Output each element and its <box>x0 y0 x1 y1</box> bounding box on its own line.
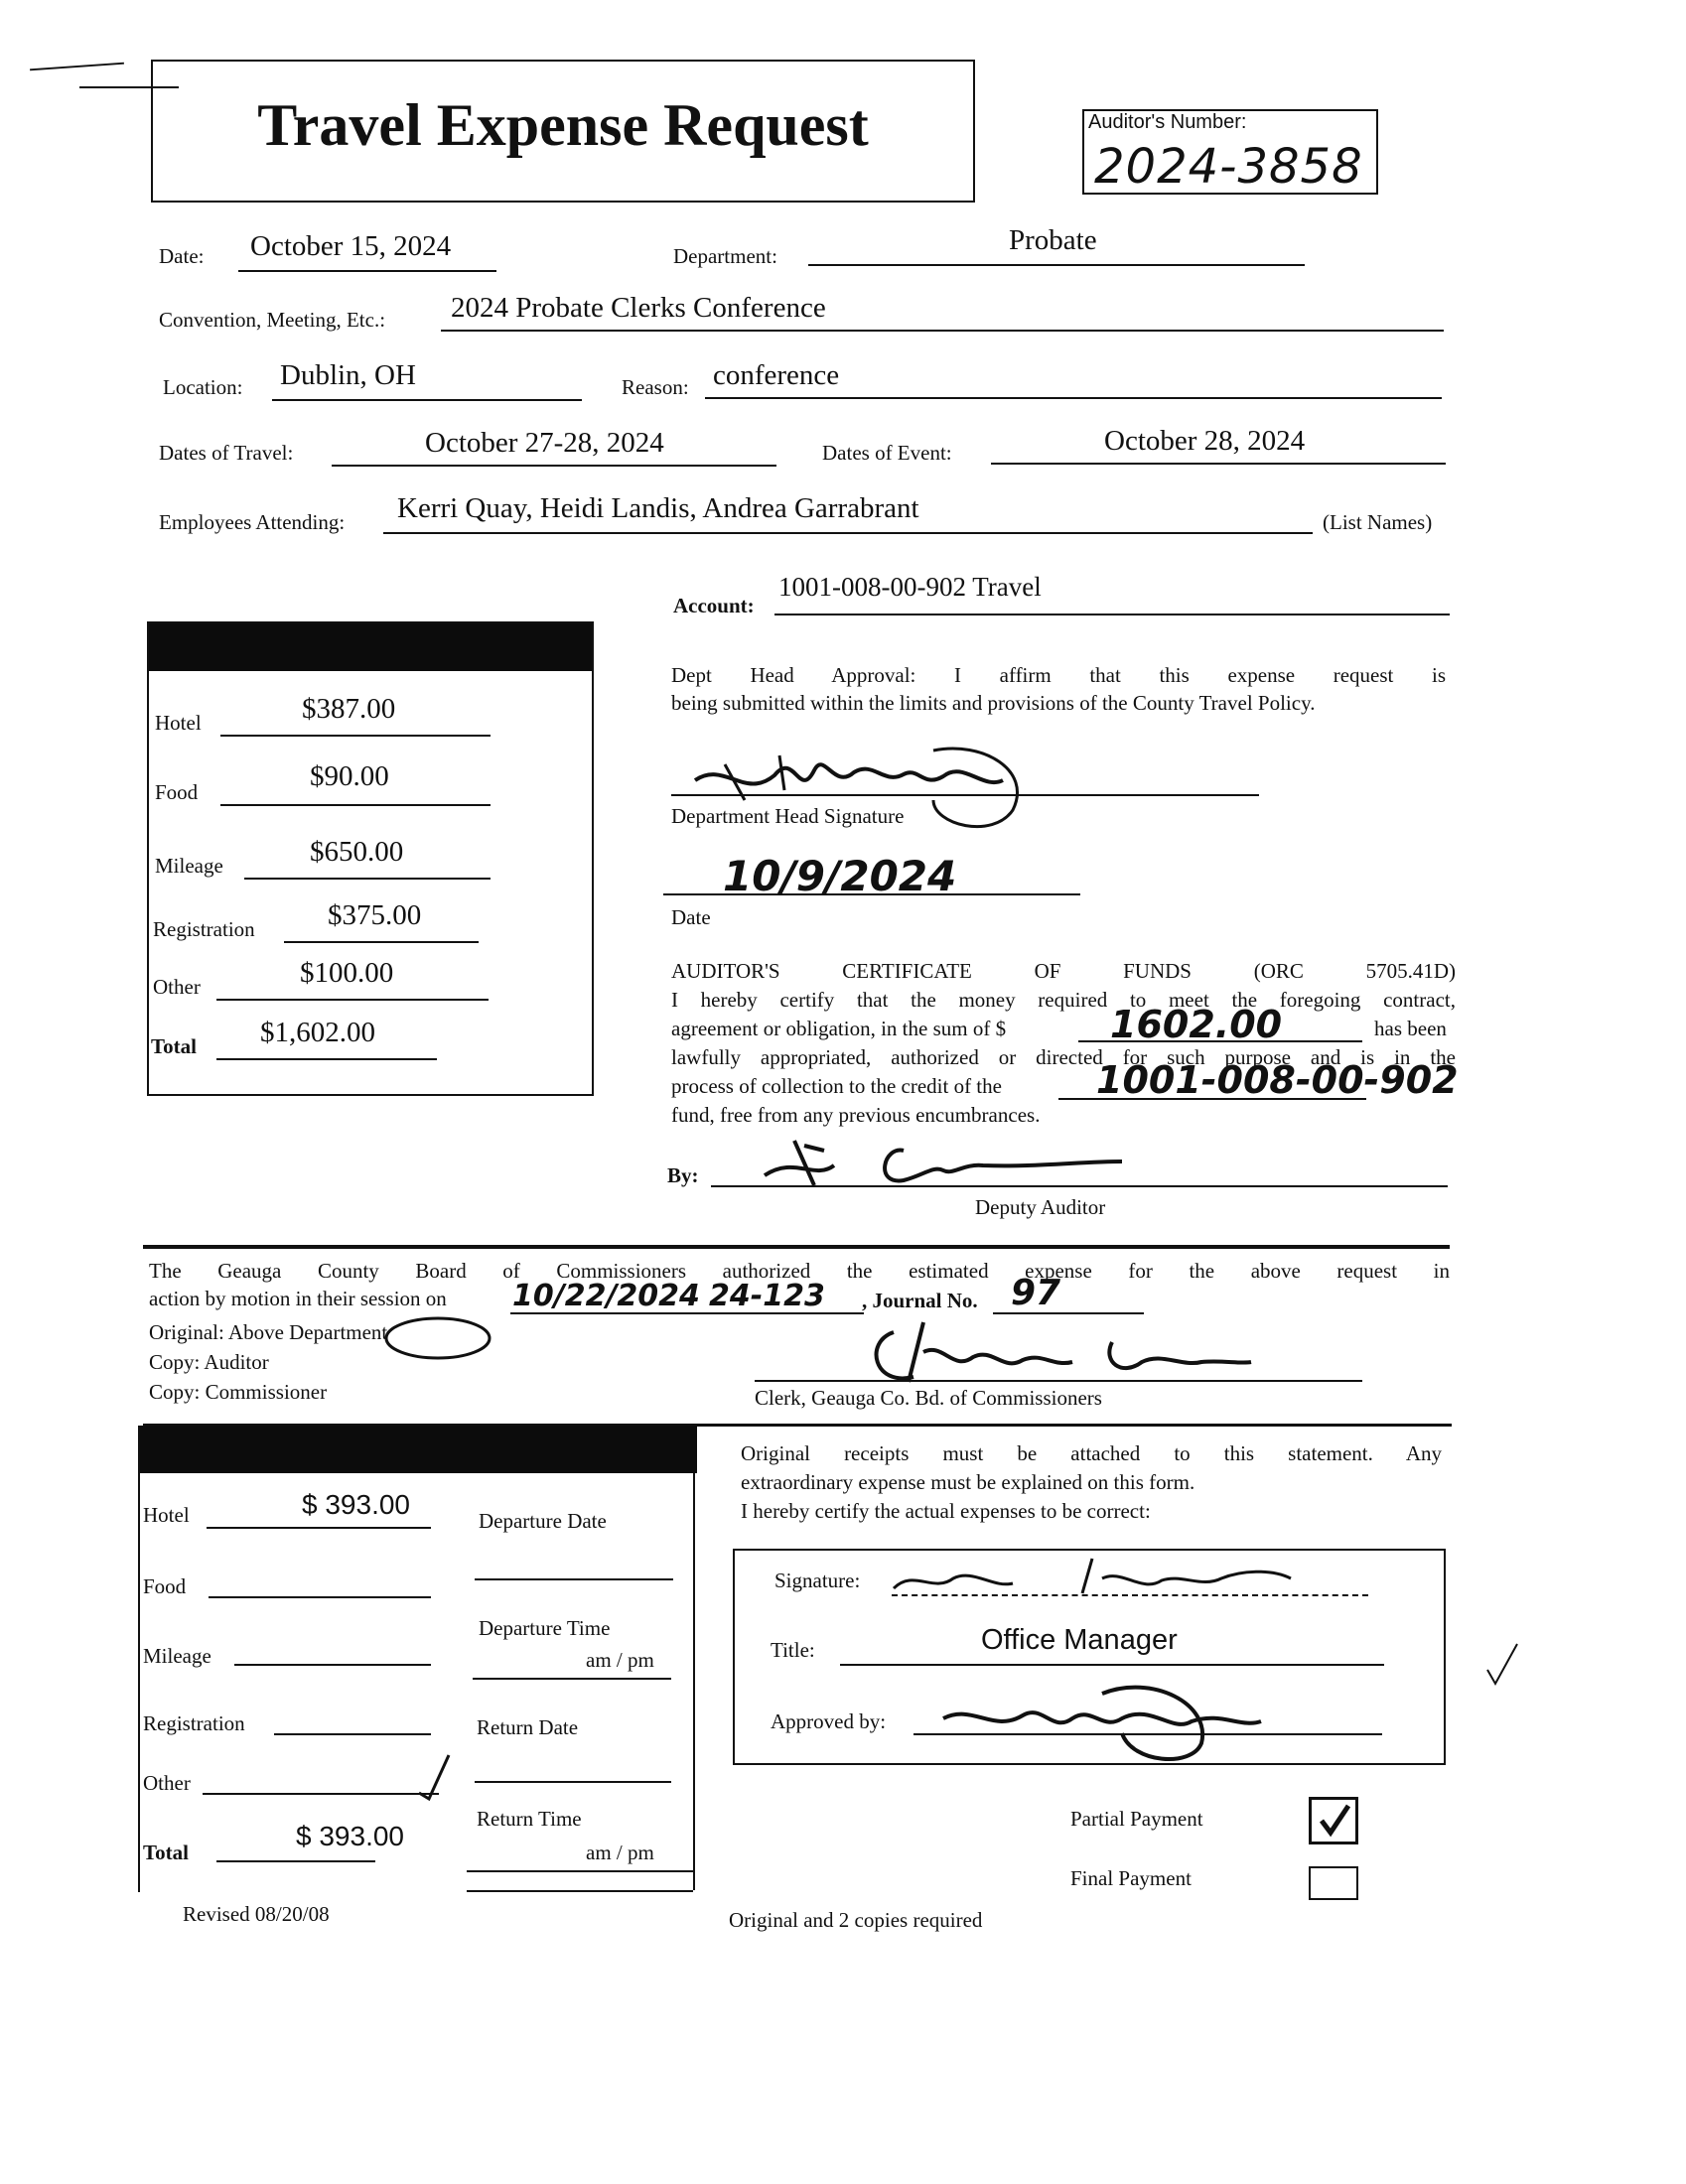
dept-head-date-line <box>663 893 1080 895</box>
auditor-number-label: Auditor's Number: <box>1088 111 1247 133</box>
clerk-line <box>755 1380 1362 1382</box>
commissioners-line1: The Geauga County Board of Commissioners authorized the estimated expense for the above request in <box>149 1259 1450 1283</box>
form-title: Travel Expense Request <box>257 92 869 158</box>
location-value: Dublin, OH <box>280 359 416 391</box>
receipts-line1: Original receipts must be attached to this statement. Any <box>741 1441 1442 1465</box>
reason-underline <box>705 397 1442 399</box>
certify-signature-line <box>892 1594 1368 1596</box>
convention-value: 2024 Probate Clerks Conference <box>451 292 826 324</box>
receipts-line3: I hereby certify the actual expenses to be correct: <box>741 1499 1151 1523</box>
department-label: Department: <box>673 244 777 268</box>
actual-hotel-value: $ 393.00 <box>302 1489 410 1520</box>
final-payment-checkbox[interactable] <box>1309 1866 1358 1900</box>
actual-hotel-label: Hotel <box>143 1503 190 1527</box>
convention-underline <box>441 330 1444 332</box>
certify-signature <box>874 1549 1311 1608</box>
actual-left-border <box>138 1426 140 1892</box>
estimate-hotel-value: $387.00 <box>302 693 396 725</box>
scan-mark <box>30 63 124 71</box>
actual-bottom-border <box>467 1890 693 1892</box>
return-time-label: Return Time <box>477 1807 582 1831</box>
commissioners-divider <box>143 1245 1450 1249</box>
dates-event-underline <box>991 463 1446 465</box>
margin-checkmark <box>1483 1640 1523 1690</box>
estimate-mileage-label: Mileage <box>155 854 223 878</box>
estimate-registration-value: $375.00 <box>328 899 422 931</box>
actual-food-label: Food <box>143 1574 187 1598</box>
commissioners-line2a: action by motion in their session on <box>149 1287 447 1310</box>
auditor-cert-line1: AUDITOR'S CERTIFICATE OF FUNDS (ORC 5705.41D) <box>671 959 1456 983</box>
approved-by-line <box>913 1733 1382 1735</box>
revised-note: Revised 08/20/08 <box>183 1902 330 1926</box>
certify-title-label: Title: <box>771 1638 815 1662</box>
estimate-hotel-label: Hotel <box>155 711 202 735</box>
departure-time-label: Departure Time <box>479 1616 611 1640</box>
estimate-food-value: $90.00 <box>310 760 389 792</box>
copy-commissioner: Copy: Commissioner <box>149 1380 328 1404</box>
convention-label: Convention, Meeting, Etc.: <box>159 308 386 332</box>
receipts-line2: extraordinary expense must be explained on this form. <box>741 1470 1195 1494</box>
department-underline <box>808 264 1305 266</box>
other-checkmark <box>415 1751 455 1801</box>
approval-text-1: Dept Head Approval: I affirm that this expense request is <box>671 663 1446 687</box>
auditor-cert-line6: fund, free from any previous encumbrances. <box>671 1103 1041 1127</box>
session-line <box>510 1312 864 1314</box>
account-value: 1001-008-00-902 Travel <box>778 572 1042 602</box>
session-date: 10/22/2024 <box>512 1279 700 1313</box>
employees-underline <box>383 532 1313 534</box>
estimate-food-underline <box>220 804 491 806</box>
auditor-cert-fund-line <box>1058 1098 1366 1100</box>
approved-by-signature <box>933 1674 1311 1763</box>
journal-label: , Journal No. <box>862 1289 978 1312</box>
estimate-other-value: $100.00 <box>300 957 394 989</box>
reason-label: Reason: <box>622 375 689 399</box>
estimate-other-underline <box>216 999 489 1001</box>
estimate-total-underline <box>216 1058 437 1060</box>
location-underline <box>272 399 582 401</box>
deputy-auditor-label: Deputy Auditor <box>975 1195 1106 1219</box>
certify-title-value: Office Manager <box>981 1624 1178 1656</box>
departure-date-line[interactable] <box>475 1578 673 1580</box>
list-names-label: (List Names) <box>1323 510 1433 534</box>
return-ampm: am / pm <box>586 1841 654 1864</box>
actual-other-label: Other <box>143 1771 191 1795</box>
dates-event-label: Dates of Event: <box>822 441 952 465</box>
deputy-auditor-line <box>711 1185 1448 1187</box>
partial-payment-checkmark <box>1317 1803 1352 1839</box>
return-time-line[interactable] <box>467 1870 693 1872</box>
estimate-food-label: Food <box>155 780 199 804</box>
approved-by-label: Approved by: <box>771 1709 887 1733</box>
account-label: Account: <box>673 594 755 617</box>
dates-travel-label: Dates of Travel: <box>159 441 294 465</box>
actual-registration-underline <box>274 1733 431 1735</box>
employees-value: Kerri Quay, Heidi Landis, Andrea Garrabrant <box>397 492 919 524</box>
by-label: By: <box>667 1163 699 1187</box>
auditor-cert-line4: lawfully appropriated, authorized or directed for such purpose and is in the <box>671 1045 1456 1069</box>
department-circle <box>383 1316 492 1366</box>
actual-food-underline <box>209 1596 431 1598</box>
actual-mileage-underline <box>234 1664 431 1666</box>
date-label: Date: <box>159 244 205 268</box>
dates-travel-underline <box>332 465 776 467</box>
auditor-cert-fund: 1001-008-00-902 <box>1096 1058 1459 1102</box>
return-date-label: Return Date <box>477 1715 579 1739</box>
estimate-hotel-underline <box>220 735 491 737</box>
actual-total-underline <box>216 1860 375 1862</box>
estimate-registration-label: Registration <box>153 917 255 941</box>
account-underline <box>774 614 1450 615</box>
clerk-label: Clerk, Geauga Co. Bd. of Commissioners <box>755 1386 1102 1410</box>
auditor-cert-line3a: agreement or obligation, in the sum of $ <box>671 1017 1007 1040</box>
departure-ampm: am / pm <box>586 1648 654 1672</box>
actual-hotel-underline <box>207 1527 431 1529</box>
original-above-department: Original: Above Department <box>149 1320 388 1344</box>
estimate-mileage-underline <box>244 878 491 880</box>
return-date-line[interactable] <box>475 1781 671 1783</box>
departure-date-label: Departure Date <box>479 1509 607 1533</box>
actual-mileage-label: Mileage <box>143 1644 211 1668</box>
auditor-number: 2024-3858 <box>1094 139 1363 195</box>
dept-head-signature-label: Department Head Signature <box>671 804 905 828</box>
dept-head-signature-line <box>671 794 1259 796</box>
final-payment-label: Final Payment <box>1070 1866 1192 1890</box>
estimate-total-label: Total <box>151 1034 197 1058</box>
actual-total-value: $ 393.00 <box>296 1821 404 1851</box>
certify-title-line <box>840 1664 1384 1666</box>
auditor-cert-sum: 1602.00 <box>1110 1003 1283 1046</box>
department-value: Probate <box>1009 224 1097 256</box>
estimate-other-label: Other <box>153 975 201 999</box>
certify-signature-label: Signature: <box>774 1569 861 1592</box>
auditor-cert-sum-line <box>1078 1040 1362 1042</box>
auditor-cert-line3b: has been <box>1374 1017 1447 1040</box>
motion-number: 24-123 <box>709 1279 825 1313</box>
date-value: October 15, 2024 <box>250 230 452 262</box>
partial-payment-label: Partial Payment <box>1070 1807 1203 1831</box>
dates-travel-value: October 27-28, 2024 <box>425 427 664 459</box>
dates-event-value: October 28, 2024 <box>1104 425 1306 457</box>
dept-head-date-label: Date <box>671 905 711 929</box>
copy-auditor: Copy: Auditor <box>149 1350 269 1374</box>
actual-total-label: Total <box>143 1841 189 1864</box>
copies-note: Original and 2 copies required <box>729 1908 983 1932</box>
journal-number: 97 <box>1011 1273 1061 1313</box>
employees-label: Employees Attending: <box>159 510 346 534</box>
estimate-total-value: $1,602.00 <box>260 1017 375 1048</box>
actual-right-border <box>693 1473 695 1890</box>
departure-time-line[interactable] <box>473 1678 671 1680</box>
auditor-cert-line5a: process of collection to the credit of the <box>671 1074 1002 1098</box>
approval-text-2: being submitted within the limits and provisions of the County Travel Policy. <box>671 691 1316 715</box>
estimate-mileage-value: $650.00 <box>310 836 404 868</box>
actual-header-bar <box>139 1426 697 1473</box>
actual-other-underline <box>203 1793 439 1795</box>
date-underline <box>238 270 496 272</box>
actual-registration-label: Registration <box>143 1711 245 1735</box>
estimate-registration-underline <box>284 941 479 943</box>
auditor-cert-line2: I hereby certify that the money required to meet the foregoing contract, <box>671 988 1456 1012</box>
reason-value: conference <box>713 359 840 391</box>
location-label: Location: <box>163 375 243 399</box>
dept-head-date-value: 10/9/2024 <box>723 852 957 900</box>
